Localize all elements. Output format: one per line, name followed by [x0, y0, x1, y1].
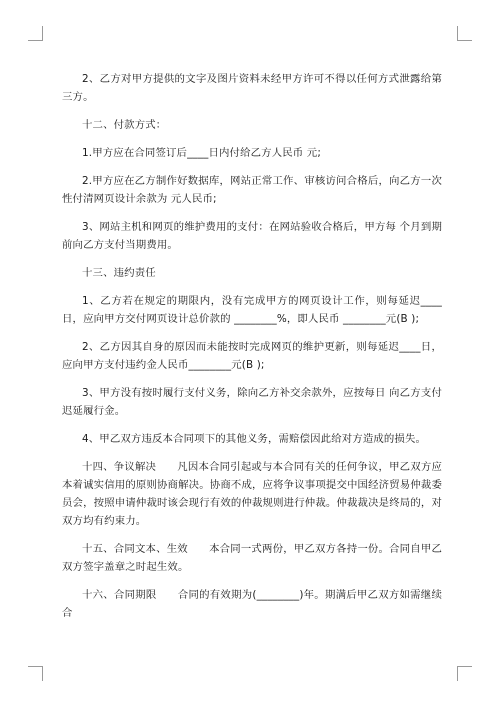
- crop-mark-bottom-right: [457, 666, 472, 681]
- paragraph-contract-effect: 十五、合同文本、生效 本合同一式两份，甲乙双方各持一份。合同自甲乙双方签字盖章之时起生效。: [62, 543, 442, 573]
- paragraph-breach-2: 2、乙方因其自身的原因而未能按时完成网页的维护更新，则每延迟____日，应向甲方支付违约金人民币________元(B );: [62, 341, 442, 371]
- paragraph-payment-3: 3、网站主机和网页的维护费用的支付：在网站验收合格后，甲方每 个月到期前向乙方支付当期费用。: [62, 221, 442, 251]
- paragraph-breach-4: 4、甲乙双方违反本合同项下的其他义务，需赔偿因此给对方造成的损失。: [82, 433, 427, 445]
- crop-mark-bottom-left: [28, 666, 43, 681]
- paragraph-payment-1: 1.甲方应在合同签订后____日内付给乙方人民币 元;: [82, 147, 321, 159]
- heading-payment-terms: 十二、付款方式：: [82, 119, 167, 131]
- heading-breach-liability: 十三、违约责任: [82, 267, 156, 279]
- crop-mark-top-left: [28, 26, 43, 41]
- paragraph-payment-2: 2.甲方应在乙方制作好数据库，网站正常工作、审核访问合格后，向乙方一次性付清网页设计余款为 元人民币;: [62, 175, 442, 205]
- paragraph-confidentiality: 2、乙方对甲方提供的文字及图片资料未经甲方许可不得以任何方式泄露给第三方。: [62, 73, 442, 103]
- paragraph-contract-term: 十六、合同期限 合同的有效期为(________)年。期满后甲乙双方如需继续合: [62, 589, 442, 619]
- paragraph-breach-1: 1、乙方若在规定的期限内，没有完成甲方的网页设计工作，则每延迟____日，应向甲方交付网页设计总价款的 ________%，即人民币 ________元(B );: [62, 295, 442, 325]
- paragraph-breach-3: 3、甲方没有按时履行支付义务，除向乙方补交余款外，应按每日 向乙方支付迟延履行金。: [62, 387, 442, 417]
- crop-mark-top-right: [457, 26, 472, 41]
- document-body: [62, 70, 442, 632]
- paragraph-dispute-resolution: 十四、争议解决 凡因本合同引起或与本合同有关的任何争议，甲乙双方应本着诚实信用的原则协商解决。协商不成，应将争议事项提交中国经济贸易仲裁委员会，按照申请仲裁时该会现行有效的仲裁规则进行仲裁。仲裁裁决是终局的，对双方均有约束力。: [62, 461, 442, 527]
